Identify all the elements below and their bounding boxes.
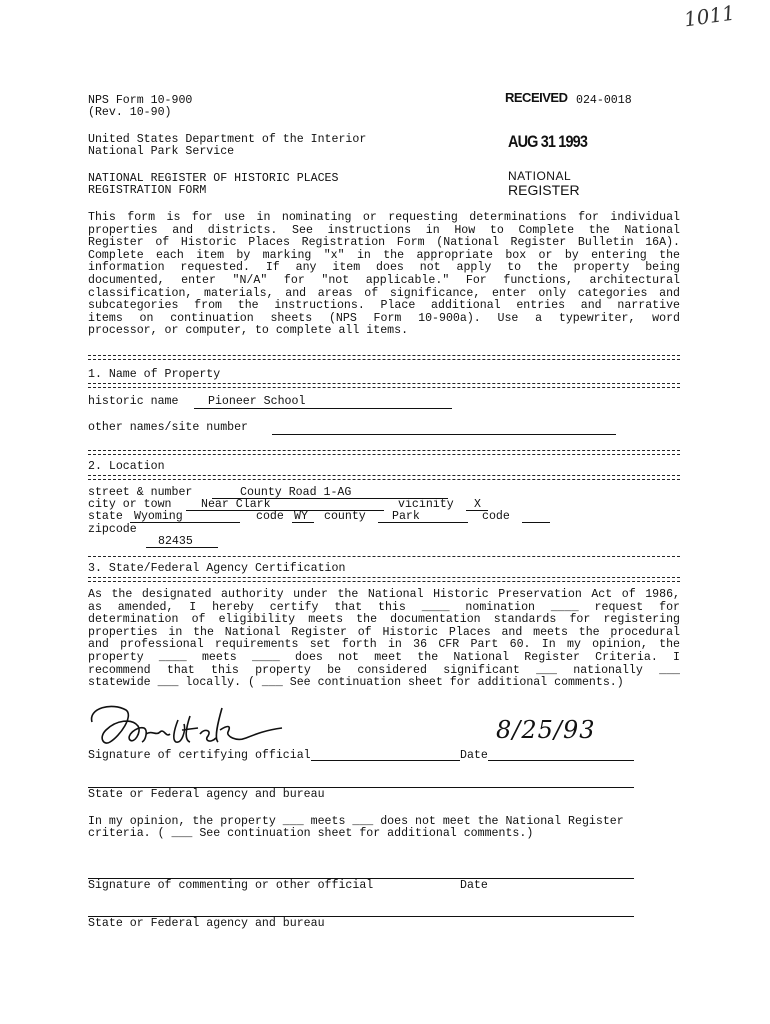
instructions-line: Complete each item by marking "x" in the appropriate box or by entering the: [88, 248, 680, 262]
instructions-line: subcategories from the instructions. Place additional entries and narrative: [88, 299, 680, 313]
county-code-line[interactable]: [522, 522, 550, 523]
other-names-label: other names/site number: [88, 421, 249, 434]
county-value[interactable]: Park: [392, 510, 420, 523]
certification-line: and professional requirements set forth in 36 CFR Part 60. In my opinion, the: [88, 638, 680, 652]
instructions-line: items on continuation sheets (NPS Form 10-900a). Use a typewriter, word: [88, 311, 680, 325]
instructions-line: documented, enter "N/A" for "not applicable." For functions, architectural: [88, 273, 680, 287]
certification-line: determination of eligibility meets the documentation standards for registering: [88, 613, 680, 627]
vicinity-value[interactable]: X: [474, 498, 481, 511]
state-code-value[interactable]: WY: [294, 510, 308, 523]
state-value[interactable]: Wyoming: [134, 510, 183, 523]
section-3-heading: 3. State/Federal Agency Certification: [88, 562, 346, 575]
received-stamp: RECEIVED: [505, 90, 568, 105]
section-divider: [88, 450, 680, 455]
registration-form-title: REGISTRATION FORM: [88, 184, 207, 197]
signature-date-handwritten: 8/25/93: [496, 716, 596, 744]
register-title: NATIONAL REGISTER OF HISTORIC PLACES: [88, 172, 339, 185]
opinion-line-1: In my opinion, the property ___ meets ___ does not meet the National Register: [88, 815, 624, 828]
certification-line: recommend that this property be considered significant ___ nationally ___: [88, 663, 680, 677]
historic-name-value[interactable]: Pioneer School: [208, 395, 306, 408]
county-label: county: [324, 510, 366, 523]
section-1-heading: 1. Name of Property: [88, 368, 221, 381]
section-divider: [88, 577, 680, 582]
instructions-line: Register of Historic Places Registration Form (National Register Bulletin 16A).: [88, 236, 680, 250]
date-label: Date: [460, 749, 488, 762]
stamp-register: REGISTER: [508, 182, 580, 198]
instructions-line: information requested. If any item does not apply to the property being: [88, 261, 680, 275]
agency-line-1: United States Department of the Interior: [88, 133, 367, 146]
section-divider: [88, 355, 680, 360]
stamp-date: AUG 31 1993: [508, 132, 588, 151]
comment-date-label: Date: [460, 879, 488, 892]
state-code-label: code: [256, 510, 284, 523]
section-2-heading: 2. Location: [88, 460, 165, 473]
instructions-line: properties and districts. See instructions in How to Complete the National: [88, 223, 680, 237]
certification-line: statewide ___ locally. ( ___ See continuation sheet for additional comments.): [88, 676, 624, 690]
instructions-line: This form is for use in nominating or requesting determinations for individual: [88, 211, 680, 224]
certification-line: As the designated authority under the National Historic Preservation Act of 1986,: [88, 588, 680, 601]
form-revision: (Rev. 10-90): [88, 106, 172, 119]
omb-number: 024-0018: [576, 94, 632, 107]
corner-handwritten-number: 1011: [682, 0, 737, 32]
certification-paragraph: [88, 589, 680, 690]
county-code-label: code: [482, 510, 510, 523]
signature-label: Signature of certifying official: [88, 749, 311, 762]
form-number: NPS Form 10-900: [88, 94, 193, 107]
zipcode-value[interactable]: 82435: [158, 535, 193, 548]
certification-line: property ____ meets ____ does not meet the National Register Criteria. I: [88, 650, 680, 664]
state-label: state: [88, 510, 123, 523]
section-divider: [88, 475, 680, 480]
stamp-national: NATIONAL: [508, 169, 572, 183]
section-divider: [88, 556, 680, 557]
other-names-line[interactable]: [272, 434, 616, 435]
certification-line: as amended, I hereby certify that this ____ nomination ____ request for: [88, 600, 680, 614]
vicinity-label: vicinity: [398, 498, 454, 511]
historic-name-label: historic name: [88, 395, 179, 408]
street-value[interactable]: County Road 1-AG: [240, 486, 352, 499]
certification-line: properties in the National Register of Historic Places and meets the procedural: [88, 625, 680, 639]
zipcode-label: zipcode: [88, 523, 137, 536]
street-label: street & number: [88, 486, 193, 499]
city-label: city or town: [88, 498, 172, 511]
instructions-line: processor, or computer, to complete all items.: [88, 324, 409, 338]
section-divider: [88, 383, 680, 388]
agency-line-2: National Park Service: [88, 145, 235, 158]
opinion-line-2: criteria. ( ___ See continuation sheet for additional comments.): [88, 827, 534, 840]
city-value[interactable]: Near Clark: [201, 498, 271, 511]
instructions-line: classification, materials, and areas of significance, enter only categories and: [88, 286, 680, 300]
agency-bureau-label-2: State or Federal agency and bureau: [88, 917, 325, 930]
instructions-paragraph: [88, 212, 680, 338]
comment-signature-label: Signature of commenting or other official: [88, 879, 374, 892]
agency-bureau-label: State or Federal agency and bureau: [88, 788, 325, 801]
